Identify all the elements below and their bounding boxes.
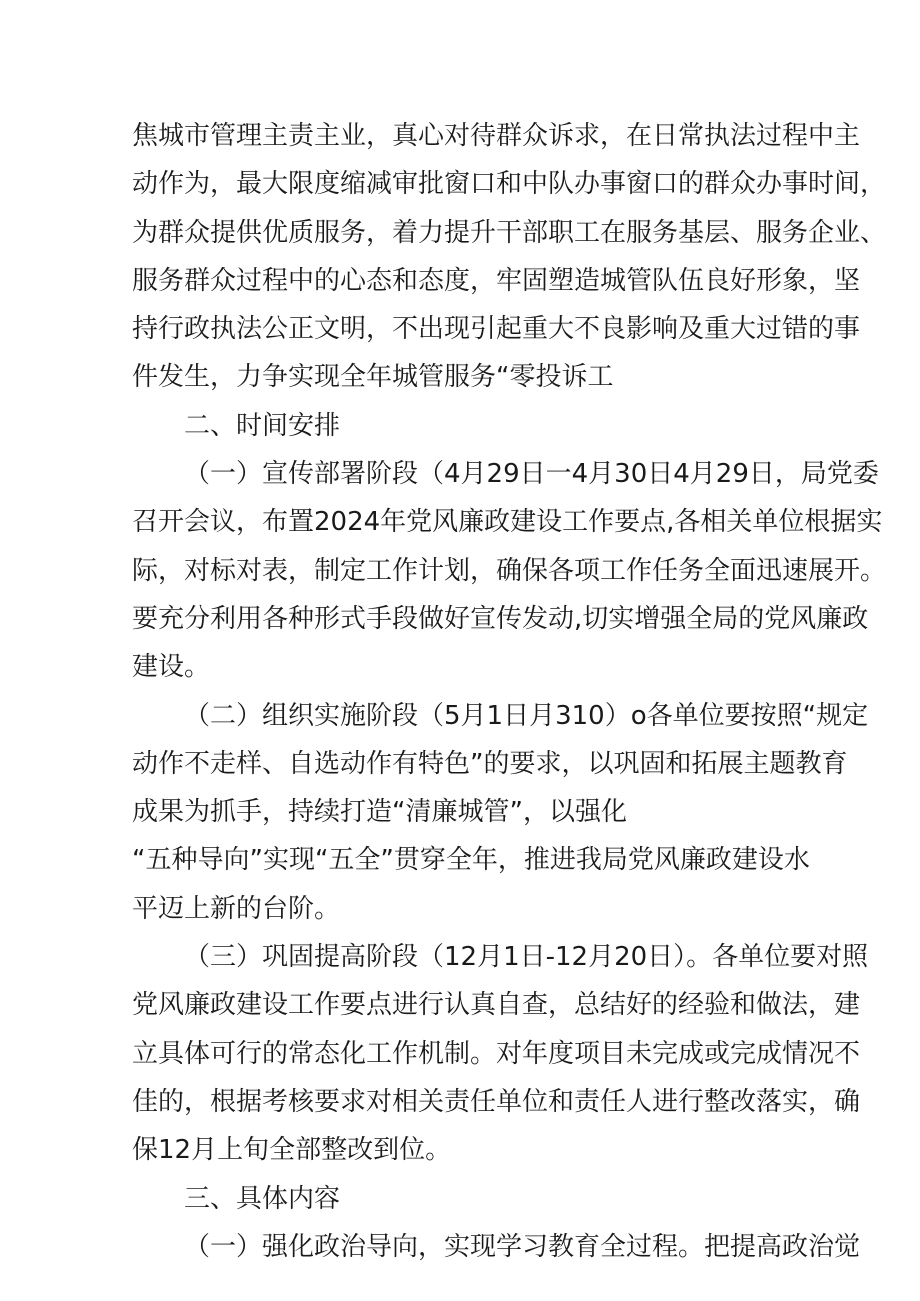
text-line: （一）宣传部署阶段（4月29日一4月30日4月29日，局党委 [184,459,879,490]
text-line: “五种导向”实现“五全”贯穿全年，推进我局党风廉政建设水 [132,845,810,876]
text-line: 际，对标对表，制定工作计划，确保各项工作任务全面迅速展开。 [132,555,887,586]
text-line: 件发生，力争实现全年城管服务“零投诉工 [132,362,614,393]
text-line: 立具体可行的常态化工作机制。对年度项目未完成或完成情况不 [132,1038,861,1069]
text-line: 佳的，根据考核要求对相关责任单位和责任人进行整改落实，确 [132,1086,861,1117]
text-line: （三）巩固提高阶段（12月1日-12月20日）。各单位要对照 [184,942,869,973]
text-line: 动作为，最大限度缩减审批窗口和中队办事窗口的群众办事时间， [132,169,887,200]
text-line: 焦城市管理主责主业，真心对待群众诉求，在日常执法过程中主 [132,121,861,151]
text-line: 成果为抓手，持续打造“清廉城管”，以强化 [132,797,627,828]
text-line: 保12月上旬全部整改到位。 [132,1135,452,1166]
text-line: （二）组织实施阶段（5月1日月310）o各单位要按照“规定 [184,700,869,731]
text-line: 二、时间安排 [184,410,341,441]
document-body [132,112,887,1271]
text-line: （一）强化政治导向，实现学习教育全过程。把提高政治觉 [184,1231,861,1262]
text-line: 服务群众过程中的心态和态度，牢固塑造城管队伍良好形象，坚 [132,265,861,296]
text-line: 持行政执法公正文明，不出现引起重大不良影响及重大过错的事 [132,314,861,345]
text-line: 为群众提供优质服务，着力提升干部职工在服务基层、服务企业、 [132,217,887,248]
text-line: 动作不走样、自选动作有特色”的要求，以巩固和拓展主题教育 [132,748,848,779]
text-line: 三、具体内容 [184,1183,341,1214]
text-line: 召开会议，布置2024年党风廉政建设工作要点,各相关单位根据实 [132,507,883,538]
text-line: 平迈上新的台阶。 [132,893,341,924]
text-line: 要充分利用各种形式手段做好宣传发动,切实增强全局的党风廉政 [132,603,869,634]
text-line: 建设。 [132,652,211,683]
text-line: 党风廉政建设工作要点进行认真自查，总结好的经验和做法，建 [132,990,861,1021]
